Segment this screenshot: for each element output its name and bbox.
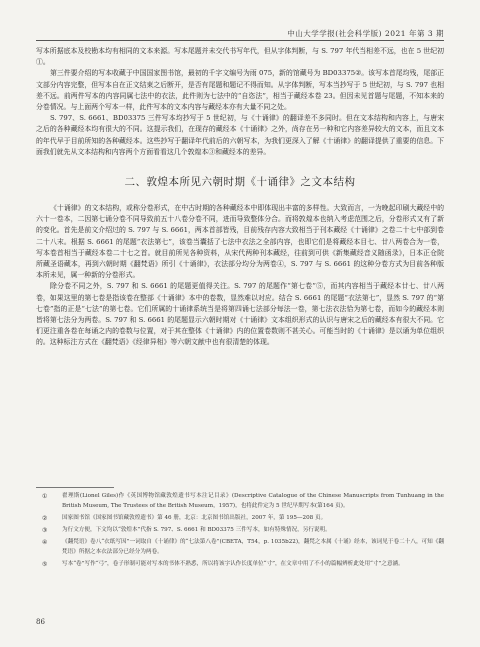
footnote <box>36 514 444 524</box>
footnote-text: 翟理斯(Lionel Giles)作《英国博物馆藏敦煌遗书写本注记目录》(Descriptive Catalogue of the Chinese Manuscripts from Tunhuang in the British Museum, The Trustees of the British Museum，1957)，也将此件定为 5 世纪早期写本(第164 页)。 <box>62 493 444 509</box>
footnotes <box>36 492 444 572</box>
footnote-text: 写本“卷”写作“弓”，卷子形制可能对写本的书体不熟悉，所以将该字认作长度单位“寸”，在文章中用了不小的篇幅辨析此处用“寸”之意涵。 <box>62 560 404 567</box>
running-head: 中山大学学报(社会科学版) 2021 年第 3 期 <box>287 29 444 38</box>
footnote-mark: ② <box>42 514 48 522</box>
header-rule <box>36 40 444 41</box>
footnote <box>36 560 444 570</box>
paragraph-1: 写本所据底本及校勘本均有相同的文本来源。写本尾题并未交代书写年代，但从字体判断，与 S. 797 年代当相差不远，也在 5 世纪初①。 <box>36 47 444 67</box>
paragraph-2: 第三件要介绍的写本收藏于中国国家图书馆，最初的千字文编号为雨 075，新的馆藏号为 BD03375②。该写本首尾均残，尾部正文部分内容完整，但写本自在正文结束之后断开，是否有尾题和题记不得而知。从字体判断，写本当抄写于 5 世纪初，与 S. 797 也相差不远。前两件写本的内容同属七法中的衣法，此件则为七法中的“自恣法”，相当于藏经本卷 23。但因未见首题与尾题，不知本来的分卷情况。与上面两个写本一样，此件写本的文本内容与藏经本亦有大量不同之处。 <box>36 69 444 112</box>
main-text <box>36 46 444 349</box>
paragraph-4: 《十诵律》的文本结构，或称分卷形式，在中古时期的各种藏经本中即体现出丰富的多样性。大致而言，一为晚起印刷大藏经中的六十一卷本，二因第七诵分卷不同导致前五十八卷分卷不同，进而导致整体分合。而将敦煌本也纳入考虑范围之后，分卷形式又有了新的变化。首先是前文介绍过的 S. 797 与 S. 6661，两本首部皆残，目前残存内容大致相当于刊本藏经《十诵律》之卷二十七中部到卷二十八末。根据 S. 6661 的尾题“衣法第七”，该卷当囊括了七法中衣法之全部内容，也即它们是将藏经本目七、廿八两卷合为一卷，写本卷首相当于藏经本卷二十七之首。就目前所见各种资料，从宋代两种刊本藏经，往前到可供《新集藏经音义随函录》，日本正仓院所藏圣语藏本，再到六朝时期《翻梵语》所引《十诵律》，衣法部分均分为两卷④，S. 797 与 S. 6661 的这种分卷方式为目前各种版本所未见，属一种新的分卷形式。 <box>36 204 444 280</box>
footnote <box>36 492 444 511</box>
footnote-text: 《翻梵语》卷八“衣纸写因”一词取自《十诵律》的“七法第八卷”(CBETA，T54，p. 1035b22)，翻梵之本属《十诵》经本，该词见于卷二十八，可知《翻梵语》所据之本衣法部分已经分为两卷。 <box>62 539 444 555</box>
paragraph-5: 除分卷不同之外，S. 797 和 S. 6661 的尾题更值得关注。S. 797 的尾题作“第七卷”⑤，而其内容相当于藏经本廿七、廿八两卷，如果这里的第七卷是指该卷在整部《十诵律》本中的卷数，显然难以对应。结合 S. 6661 的尾题“衣法第七”，显然 S. 797 的“第七卷”指的正是“七法”的第七卷。它们所属的十诵律系统当是将第四诵七法部分每法一卷，第七法衣法恰为第七卷，而如今的藏经本则皆将第七法分为两卷。S. 797 和 S. 6661 的尾题显示六朝时期对《十诵律》文本组织形式的认识与唐宋之后的藏经本有很大不同。它们更注重各卷在每诵之内的卷数与位置，对于其在整体《十诵律》内的位置卷数则不甚关心。可能当时的《十诵律》是以诵为单位组织的。这种标注方式在《翻梵语》《经律异相》等六朝文献中也有很清楚的体现。 <box>36 282 444 347</box>
footnote-mark: ③ <box>42 526 48 534</box>
footnote-rule <box>36 487 114 488</box>
footnote <box>36 526 444 536</box>
footnote-mark: ④ <box>42 539 48 547</box>
section-title: 二、敦煌本所见六朝时期《十诵律》之文本结构 <box>124 176 356 189</box>
footnote <box>36 538 444 557</box>
footnote-mark: ① <box>42 493 48 500</box>
footnote-text: 国家图书馆《国家图书馆藏敦煌遗书》第 46 册，北京：北京图书馆出版社，2007 年，第 195—208 页。 <box>62 514 327 521</box>
paragraph-3: S. 797、S. 6661、BD03375 三件写本均抄写于 5 世纪初，与《十诵律》的翻译差不多同时。但在文本结构和内容上，与唐宋之后的各种藏经本均有很大的不同。这提示我们，在现存的藏经本《十诵律》之外，尚存在另一种和它内容差异较大的文本，而且文本的年代早于目前所知的各种藏经本。这些抄写于翻译年代前后的六朝写本，为我们更深入了解《十诵律》的翻译提供了重要的信息。下面我们就先从文本结构和内容两个方面看看这几个敦煌本③和藏经本的差异。 <box>36 114 444 156</box>
footnote-text: 为行文方便，下文均以“敦煌本”代指 S. 797、S. 6661 和 BD03375 三件写本，如有特殊情况，另行说明。 <box>62 526 331 533</box>
footnote-mark: ⑤ <box>42 560 48 568</box>
page-number: 86 <box>36 618 45 626</box>
